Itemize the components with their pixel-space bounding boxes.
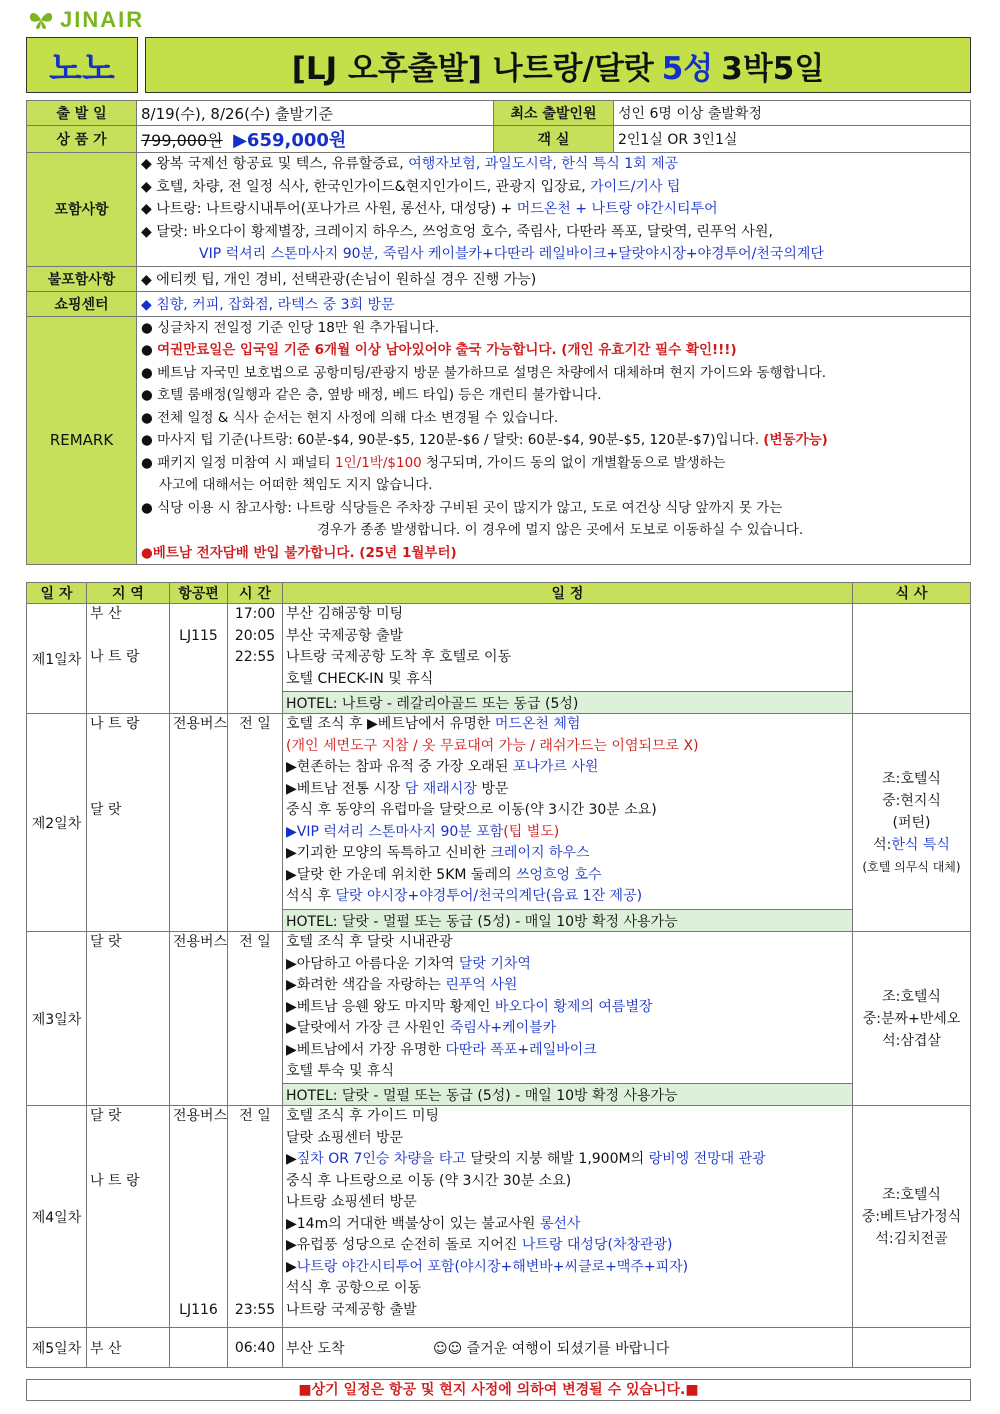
transport: 전용버스 bbox=[173, 1108, 228, 1124]
itinerary-line: 호텔 조식 후 가이드 미팅 bbox=[286, 1108, 440, 1124]
itinerary-line: 석식 후 공항으로 이동 bbox=[286, 1280, 422, 1296]
itinerary-line: 나트랑 국제공항 출발 bbox=[286, 1301, 417, 1318]
region: 나 트 랑 bbox=[90, 649, 140, 665]
col-time: 시 간 bbox=[228, 583, 283, 604]
day1-times bbox=[228, 604, 283, 714]
transport: 전용버스 bbox=[173, 934, 228, 950]
min-label: 최소 출발인원 bbox=[494, 101, 614, 126]
time: 22:55 bbox=[234, 649, 276, 665]
remark-line: ● 전체 일정 & 식사 순서는 현지 사정에 의해 다소 변경될 수 있습니다. bbox=[141, 409, 559, 426]
itinerary-line: ▶달랏 한 가운데 위치한 5KM 둘레의 쓰엉흐엉 호수 bbox=[286, 866, 602, 883]
region-spacer bbox=[90, 757, 166, 779]
region: 나 트 랑 bbox=[90, 716, 140, 732]
itinerary-line: ▶짚차 OR 7인승 차량을 타고 달랏의 지붕 해발 1,900M의 랑비엥 전망대 관광 bbox=[286, 1151, 766, 1167]
region: 나 트 랑 bbox=[90, 1172, 140, 1189]
itinerary-line: ▶아담하고 아름다운 기차역 달랏 기차역 bbox=[286, 955, 531, 972]
price-cell bbox=[137, 126, 494, 153]
flight-number: LJ116 bbox=[179, 1301, 218, 1318]
itinerary-line: 중식 후 나트랑으로 이동 (약 3시간 30분 소요) bbox=[286, 1172, 572, 1189]
remark-line: ● 베트남 자국민 보호법으로 공항미팅/관광지 방문 불가하므로 설명은 차량에서 대체하며 현지 가이드와 동행합니다. bbox=[141, 364, 827, 381]
itinerary-line: ▶달랏에서 가장 큰 사원인 죽림사+케이블카 bbox=[286, 1020, 557, 1036]
shopping-value: ◆ 침향, 커피, 잡화점, 라텍스 중 3회 방문 bbox=[137, 291, 971, 316]
col-day: 일 자 bbox=[27, 583, 87, 604]
remark-line: ● 마사지 팁 기준(나트랑: 60분-$4, 90분-$5, 120분-$6 / 달랏: 60분-$4, 90분-$5, 120분-$7)입니다. (변동가능) bbox=[141, 432, 828, 448]
shopping-row bbox=[27, 291, 971, 316]
day4-time bbox=[228, 1106, 283, 1328]
day4-label: 제4일차 bbox=[27, 1106, 87, 1328]
day3-transport bbox=[170, 932, 228, 1106]
shopping-label: 쇼핑센터 bbox=[27, 291, 137, 316]
footer-notice: ■상기 일정은 항공 및 현지 사정에 의하여 변경될 수 있습니다.■ bbox=[26, 1379, 971, 1401]
time: 전 일 bbox=[239, 1108, 271, 1124]
remark-line: ● 호텔 룸배정(일행과 같은 층, 옆방 배정, 베드 타입) 등은 개런티 불가합니다. bbox=[141, 387, 602, 403]
itinerary-line: ▶화려한 색감을 자랑하는 린푸억 사원 bbox=[286, 977, 518, 993]
flight-spacer bbox=[173, 604, 224, 626]
itinerary-line: 호텔 조식 후 달랏 시내관광 bbox=[286, 934, 453, 950]
product-title bbox=[145, 37, 971, 93]
old-price: 799,000원 bbox=[141, 131, 223, 150]
itinerary-line: 나트랑 국제공항 도착 후 호텔로 이동 bbox=[286, 649, 512, 665]
day2-row bbox=[27, 714, 971, 910]
depart-label: 출 발 일 bbox=[27, 101, 137, 126]
itinerary-line: 중식 후 동양의 유럽마을 달랏으로 이동(약 3시간 30분 소요) bbox=[286, 802, 657, 818]
day3-time bbox=[228, 932, 283, 1106]
transport: 전용버스 bbox=[173, 716, 228, 732]
include-line: ◆ 달랏: 바오다이 황제별장, 크레이지 하우스, 쓰엉흐엉 호수, 죽림사, 다딴라 폭포, 달랏역, 린푸억 사원, bbox=[141, 223, 773, 240]
day2-label: 제2일차 bbox=[27, 714, 87, 932]
butterfly-icon bbox=[28, 10, 54, 30]
day2-hotel: HOTEL: 달랏 - 멀펄 또는 동급 (5성) - 매일 10방 확정 사용가능 bbox=[283, 910, 853, 932]
farewell-text: ☺☺ 즐거운 여행이 되셨기를 바랍니다 bbox=[433, 1340, 670, 1357]
day1-regions bbox=[87, 604, 170, 714]
region: 달 랏 bbox=[90, 934, 122, 950]
remark-line: ● 패키지 일정 미참여 시 패널티 1인/1박/$100 청구되며, 가이드 동의 없이 개별활동으로 발생하는 bbox=[141, 454, 726, 471]
day5-region: 부 산 bbox=[87, 1328, 170, 1368]
include-label: 포함사항 bbox=[27, 153, 137, 267]
flight-number: LJ115 bbox=[179, 627, 218, 644]
region-spacer bbox=[90, 626, 166, 648]
day2-transport bbox=[170, 714, 228, 932]
day3-region-cell bbox=[87, 932, 170, 1106]
remark-line: ● 여권만료일은 입국일 기준 6개월 이상 남아있어야 출국 가능합니다. (개인 유효기간 필수 확인!!!) bbox=[141, 342, 737, 358]
depart-value: 8/19(수), 8/26(수) 출발기준 bbox=[137, 101, 494, 126]
schedule-header bbox=[27, 583, 971, 604]
title-highlight: 5성 bbox=[661, 50, 714, 87]
region-spacer bbox=[90, 736, 166, 758]
include-list bbox=[137, 153, 971, 267]
col-meal: 식 사 bbox=[853, 583, 971, 604]
remark-line: ● 식당 이용 시 참고사항: 나트랑 식당들은 주차장 구비된 곳이 많지가 않고, 도로 여건상 식당 앞까지 못 가는 bbox=[141, 499, 783, 516]
depart-row bbox=[27, 101, 971, 126]
day4-row bbox=[27, 1106, 971, 1328]
day5-row bbox=[27, 1328, 971, 1368]
time-spacer bbox=[231, 1128, 279, 1300]
time: 20:05 bbox=[234, 627, 276, 644]
remark-line: 경우가 종종 발생합니다. 이 경우에 멀지 않은 곳에서 도보로 이동하실 수 있습니다. bbox=[317, 522, 804, 538]
remark-list bbox=[137, 316, 971, 565]
day5-flight bbox=[170, 1328, 228, 1368]
room-value: 2인1실 OR 3인1실 bbox=[614, 126, 971, 153]
title-main: [LJ 오후출발] 나트랑/달랏 bbox=[291, 50, 654, 87]
itinerary-line: 석식 후 달랏 야시장+야경투어/천국의계단(음료 1잔 제공) bbox=[286, 888, 643, 904]
region: 달 랏 bbox=[90, 1108, 122, 1124]
day4-transport bbox=[170, 1106, 228, 1328]
day1-label: 제1일차 bbox=[27, 604, 87, 714]
include-row bbox=[27, 153, 971, 267]
itinerary-line: ▶현존하는 참파 유적 중 가장 오래된 포나가르 사원 bbox=[286, 759, 599, 775]
transport-spacer bbox=[173, 1128, 224, 1300]
remark-line: 사고에 대해서는 어떠한 책임도 지지 않습니다. bbox=[159, 477, 433, 493]
day5-itinerary bbox=[283, 1328, 853, 1368]
remark-row bbox=[27, 316, 971, 565]
include-line: ◆ 호텔, 차량, 전 일정 식사, 한국인가이드&현지인가이드, 관광지 입장료, 가이드/기사 팁 bbox=[141, 178, 681, 195]
room-label: 객 실 bbox=[494, 126, 614, 153]
info-table bbox=[26, 100, 971, 565]
itinerary-line: 호텔 CHECK-IN 및 휴식 bbox=[286, 670, 434, 687]
day1-row bbox=[27, 604, 971, 692]
day4-itinerary bbox=[283, 1106, 853, 1328]
new-price: ▶659,000원 bbox=[233, 130, 347, 151]
region-spacer bbox=[90, 779, 166, 801]
itinerary-line: 호텔 투숙 및 휴식 bbox=[286, 1063, 395, 1079]
price-row bbox=[27, 126, 971, 153]
day1-flight-cell bbox=[170, 604, 228, 714]
itinerary-line: (개인 세면도구 지참 / 옷 무료대여 가능 / 래쉬가드는 이염되므로 X) bbox=[286, 737, 699, 754]
col-region: 지 역 bbox=[87, 583, 170, 604]
itinerary-line: 나트랑 쇼핑센터 방문 bbox=[286, 1194, 417, 1210]
price-label: 상 품 가 bbox=[27, 126, 137, 153]
day1-meals bbox=[853, 604, 971, 714]
day5-label: 제5일차 bbox=[27, 1328, 87, 1368]
day3-meals: 조:호텔식 중:분짜+반세오 석:삼겹살 bbox=[853, 932, 971, 1106]
itinerary-line: ▶나트랑 야간시티투어 포함(야시장+해변바+씨클로+맥주+피자) bbox=[286, 1258, 689, 1275]
region-spacer bbox=[90, 1128, 166, 1150]
day3-label: 제3일차 bbox=[27, 932, 87, 1106]
col-itinerary: 일 정 bbox=[283, 583, 853, 604]
day1-hotel: HOTEL: 나트랑 - 레갈리아골드 또는 동급 (5성) bbox=[283, 692, 853, 714]
itinerary-line: ▶베트남 응웬 왕도 마지막 황제인 바오다이 황제의 여름별장 bbox=[286, 998, 653, 1015]
exclude-value: ◆ 에티켓 팁, 개인 경비, 선택관광(손님이 원하실 경우 진행 가능) bbox=[137, 266, 971, 291]
day3-row bbox=[27, 932, 971, 1084]
itinerary-line: ▶베트남 전통 시장 담 재래시장 방문 bbox=[286, 780, 509, 797]
time: 전 일 bbox=[239, 716, 271, 732]
include-line: ◆ 나트랑: 나트랑시내투어(포나가르 사원, 롱선사, 대성당) + 머드온천 + 나트랑 야간시티투어 bbox=[141, 201, 718, 217]
day2-time bbox=[228, 714, 283, 932]
time: 전 일 bbox=[239, 934, 271, 950]
remark-label: REMARK bbox=[27, 316, 137, 565]
itinerary-line: 부산 김해공항 미팅 bbox=[286, 606, 404, 622]
arrival-text: 부산 도착 bbox=[286, 1340, 345, 1357]
day4-meals: 조:호텔식 중:베트남가정식 석:김치전골 bbox=[853, 1106, 971, 1328]
include-line: VIP 럭셔리 스톤마사지 90분, 죽림사 케이블카+다딴라 레일바이크+달랏야시장+야경투어/천국의계단 bbox=[199, 246, 824, 262]
exclude-row bbox=[27, 266, 971, 291]
itinerary-line: 부산 국제공항 출발 bbox=[286, 627, 404, 644]
title-duration: 3박5일 bbox=[721, 50, 825, 87]
day2-meals: 조:호텔식 중:현지식 (퍼틴) 석:한식 특식 (호텔 의무식 대체) bbox=[853, 714, 971, 932]
min-value: 성인 6명 이상 출발확정 bbox=[614, 101, 971, 126]
region-spacer bbox=[90, 1149, 166, 1171]
day3-itinerary bbox=[283, 932, 853, 1084]
itinerary-line: ▶14m의 거대한 백불상이 있는 불교사원 롱선사 bbox=[286, 1215, 581, 1232]
remark-line: ● 싱글차지 전일정 기준 인당 18만 원 추가됩니다. bbox=[141, 319, 440, 336]
itinerary-line: ▶베트남에서 가장 유명한 다딴라 폭포+레일바이크 bbox=[286, 1041, 597, 1058]
remark-line: ●베트남 전자담배 반입 불가합니다. (25년 1월부터) bbox=[141, 544, 457, 561]
time: 23:55 bbox=[234, 1301, 276, 1318]
day5-time: 06:40 bbox=[228, 1328, 283, 1368]
itinerary-line: ▶유럽풍 성당으로 순전히 돌로 지어진 나트랑 대성당(차창관광) bbox=[286, 1237, 673, 1253]
itinerary-line: ▶VIP 럭셔리 스톤마사지 90분 포함(팁 별도) bbox=[286, 823, 560, 840]
include-line: ◆ 왕복 국제선 항공료 및 텍스, 유류할증료, 여행자보험, 과일도시락, 한식 특식 1회 제공 bbox=[141, 156, 679, 172]
day3-hotel: HOTEL: 달랏 - 멀펄 또는 동급 (5성) - 매일 10방 확정 사용가능 bbox=[283, 1084, 853, 1106]
day1-itinerary bbox=[283, 604, 853, 692]
time: 17:00 bbox=[234, 606, 276, 622]
schedule-table bbox=[26, 582, 971, 1368]
jinair-logo bbox=[28, 8, 144, 32]
itinerary-line: 호텔 조식 후 ▶베트남에서 유명한 머드온천 체험 bbox=[286, 716, 581, 732]
day2-regions bbox=[87, 714, 170, 932]
day2-itinerary bbox=[283, 714, 853, 910]
exclude-label: 불포함사항 bbox=[27, 266, 137, 291]
logo-text: JINAIR bbox=[60, 7, 145, 32]
day5-meals bbox=[853, 1328, 971, 1368]
product-badge: 노노 bbox=[26, 37, 138, 93]
col-flight: 항공편 bbox=[170, 583, 228, 604]
title-bar bbox=[26, 37, 971, 93]
region: 달 랏 bbox=[90, 802, 122, 818]
itinerary-line: 달랏 쇼핑센터 방문 bbox=[286, 1129, 404, 1146]
day4-regions bbox=[87, 1106, 170, 1328]
itinerary-line: ▶기괴한 모양의 독특하고 신비한 크레이지 하우스 bbox=[286, 845, 590, 861]
region: 부 산 bbox=[90, 606, 122, 622]
